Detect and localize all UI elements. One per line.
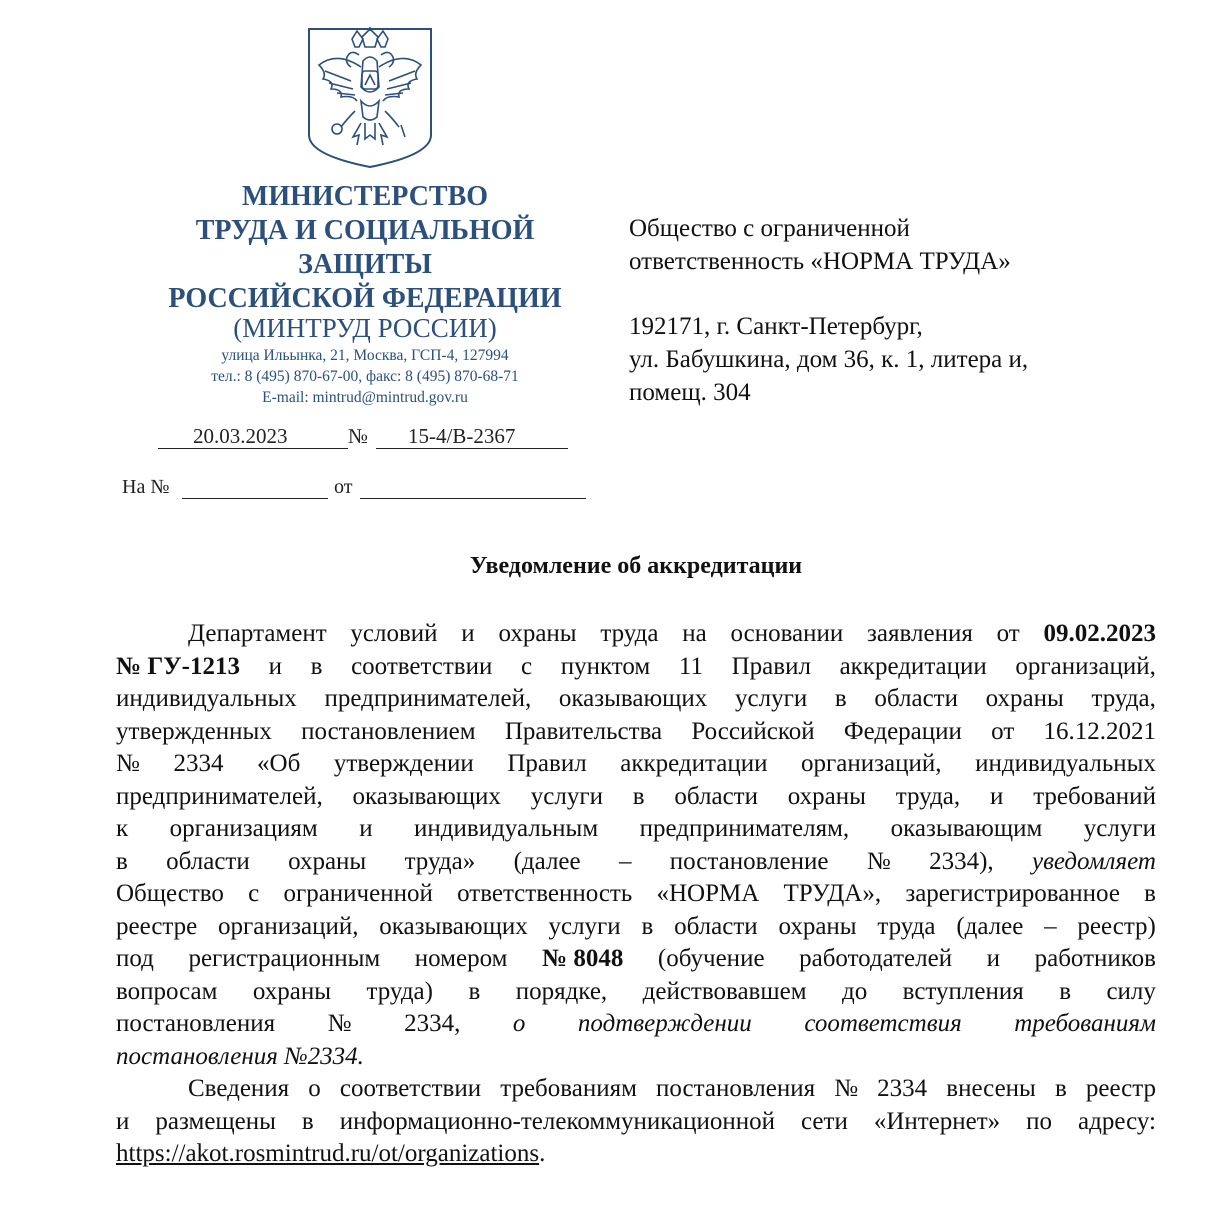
body-word: утвержденных [116, 717, 272, 745]
ministry-name-line: РОССИЙСКОЙ ФЕДЕРАЦИИ [168, 283, 562, 314]
body-word: оказывающих [558, 685, 708, 712]
body-word: размещены [155, 1107, 276, 1135]
body-word: и [116, 1107, 130, 1135]
body-word: Правил [507, 750, 587, 777]
body-word: вопросам [116, 977, 218, 1005]
body-word: – [1044, 912, 1057, 940]
body-word: до [841, 977, 868, 1005]
body-word: оказывающим [890, 815, 1043, 842]
body-line [116, 976, 1156, 1009]
body-word: пунктом [560, 652, 651, 680]
body-word: к [116, 815, 129, 842]
body-word: труда [877, 912, 936, 940]
body-word: предпринимателей, [116, 782, 323, 810]
body-word: утверждении [333, 750, 474, 777]
body-word: в [310, 652, 323, 680]
body-word: ограниченной [283, 880, 433, 907]
body-word: о [512, 1010, 526, 1037]
body-word: действовавшем [642, 977, 807, 1005]
body-word: Федерации [843, 717, 962, 745]
body-word: и [268, 652, 282, 680]
body-line [116, 1041, 1156, 1074]
body-word: порядке, [515, 977, 608, 1005]
body-word: охраны [252, 977, 332, 1005]
addressee-block [629, 212, 1028, 409]
body-word: реестр) [1077, 912, 1156, 940]
addressee-org: ответственность «НОРМА ТРУДА» [629, 248, 1011, 275]
body-line [116, 716, 1156, 749]
body-line [116, 618, 1156, 651]
body-word: области [874, 685, 958, 712]
body-word: (обучение [657, 945, 765, 972]
body-word: с [520, 652, 533, 680]
body-word: и [359, 815, 373, 842]
body-word: № [834, 1075, 859, 1102]
body-word: охраны [985, 685, 1064, 712]
body-word: охраны [498, 620, 577, 647]
body-word: постановлением [301, 717, 476, 745]
body-line [116, 1138, 1156, 1171]
body-word: организаций, [218, 912, 359, 940]
body-word: в [1054, 1075, 1067, 1102]
registration-number-label: № [348, 424, 369, 448]
body-line [116, 1106, 1156, 1139]
ministry-contacts [140, 345, 590, 408]
registration-date: 20.03.2023 [193, 424, 288, 448]
body-word: 16.12.2021 [1043, 717, 1156, 745]
body-word: «Об [257, 750, 301, 777]
body-line [116, 943, 1156, 976]
body-word: Департамент [188, 620, 327, 647]
ministry-address: улица Ильынка, 21, Москва, ГСП-4, 127994 [221, 347, 509, 364]
body-word: постановления [116, 1010, 276, 1037]
application-number: № ГУ-1213 [116, 652, 240, 680]
body-word: постановление [669, 847, 829, 875]
body-word: 2334), [929, 847, 994, 875]
body-word: труда, [895, 782, 961, 810]
body-word: предпринимателей, [324, 685, 532, 712]
body-word: постановления [656, 1075, 816, 1102]
body-word: от [991, 717, 1015, 745]
body-word: охраны [778, 912, 857, 940]
body-word: услуги [530, 782, 603, 810]
body-word: в [641, 912, 654, 940]
body-word: оказывающих [352, 782, 501, 810]
registry-number: № 8048 [542, 945, 624, 972]
body-word: с [248, 880, 260, 907]
body-word: труда) [366, 977, 433, 1005]
coat-of-arms-emblem [307, 27, 433, 169]
addressee-address: помещ. 304 [629, 379, 751, 406]
body-word: номером [414, 945, 508, 972]
registry-link[interactable]: https://akot.rosmintrud.ru/ot/organizations [116, 1140, 540, 1167]
body-word: регистрационным [188, 945, 381, 972]
body-word: услуги [735, 685, 808, 712]
body-word: в [116, 847, 128, 875]
body-word: от [996, 620, 1020, 647]
body-word: предпринимателям, [639, 815, 850, 842]
body-word: соответствии [339, 1075, 482, 1102]
body-word: соответствия [804, 1010, 962, 1037]
body-line [116, 683, 1156, 716]
body-line [116, 878, 1156, 911]
body-word: в [301, 1107, 314, 1135]
body-word: реестр [1085, 1075, 1156, 1102]
reply-reference [122, 476, 592, 502]
body-line [116, 1073, 1156, 1106]
body-word: требованиям [1014, 1010, 1156, 1037]
body-word: и [986, 945, 1001, 972]
body-word: работников [1034, 945, 1156, 972]
body-word: ТРУДА», [783, 880, 882, 907]
body-word: внесены [946, 1075, 1036, 1102]
ministry-name [140, 180, 590, 316]
ministry-phones: тел.: 8 (495) 870-67-00, факс: 8 (495) 870-68-71 [211, 368, 519, 385]
body-word: заявления [867, 620, 973, 647]
registration-number: 15-4/В-2367 [408, 424, 516, 448]
body-word: в [1059, 977, 1071, 1005]
body-word: по [1026, 1107, 1053, 1135]
body-word: труда» [404, 847, 476, 875]
body-line [116, 813, 1156, 846]
body-word: области [674, 782, 758, 810]
body-word: вступления [902, 977, 1024, 1005]
addressee-org: Общество с ограниченной [629, 215, 910, 242]
letter-body [116, 618, 1156, 1171]
body-word: сети [801, 1107, 848, 1135]
body-word: о [308, 1075, 321, 1102]
reply-from-label: от [334, 476, 353, 498]
body-word: охраны [787, 782, 866, 810]
body-word: № [116, 750, 140, 777]
body-word: в [834, 685, 847, 712]
body-word: № [866, 847, 891, 875]
body-word: реестре [116, 912, 198, 940]
body-word: охраны [288, 847, 367, 875]
body-word: Правил [731, 652, 811, 680]
body-word: организациям [169, 815, 318, 842]
body-word: под [116, 945, 154, 972]
link-tail: . [539, 1140, 546, 1167]
addressee-address: 192171, г. Санкт-Петербург, [629, 313, 923, 340]
body-word: организаций, [801, 750, 942, 777]
body-word: 11 [678, 652, 703, 680]
body-word: требований [1033, 782, 1156, 810]
body-word: 2334 [877, 1075, 928, 1102]
body-word: индивидуальным [414, 815, 599, 842]
body-word: зарегистрированное [905, 880, 1120, 907]
body-word: в [632, 782, 645, 810]
body-word: на [682, 620, 707, 647]
body-word: в [1144, 880, 1156, 907]
body-word: услуги [548, 912, 621, 940]
ministry-name-line: МИНИСТЕРСТВО [241, 181, 489, 212]
registration-line [158, 424, 568, 450]
notifies-word: уведомляет [1031, 847, 1156, 875]
body-word: № [327, 1010, 352, 1037]
document-title: Уведомление об аккредитации [469, 553, 803, 579]
body-word: индивидуальных [975, 750, 1156, 777]
body-word: Российской [691, 717, 815, 745]
body-word: информационно-телекоммуникационной [339, 1107, 776, 1135]
body-word: основании [730, 620, 844, 647]
ministry-name-line: ЗАЩИТЫ [298, 249, 432, 280]
body-word: соответствии [351, 652, 493, 680]
application-date: 09.02.2023 [1043, 620, 1156, 647]
body-word: 2334, [404, 1010, 461, 1037]
body-word: (далее [513, 847, 581, 875]
body-word: «НОРМА [656, 880, 760, 907]
body-word: оказывающих [379, 912, 528, 940]
addressee-address: ул. Бабушкина, дом 36, к. 1, литера и, [629, 346, 1029, 373]
body-word: аккредитации [839, 652, 987, 680]
body-word: в [468, 977, 481, 1005]
body-word: требованиям [500, 1075, 637, 1102]
body-word: и [461, 620, 475, 647]
body-word: 2334 [173, 750, 224, 777]
body-line [116, 781, 1156, 814]
body-word: «Интернет» [873, 1107, 1001, 1135]
body-line [116, 651, 1156, 684]
body-word: области [674, 912, 758, 940]
body-word: области [166, 847, 250, 875]
body-word: Сведения [188, 1075, 290, 1102]
body-word: индивидуальных [116, 685, 297, 712]
body-word: силу [1106, 977, 1156, 1005]
body-word: – [618, 847, 632, 875]
body-word: и [989, 782, 1004, 810]
ministry-email: E-mail: mintrud@mintrud.gov.ru [262, 389, 468, 406]
body-line [116, 911, 1156, 944]
ministry-name-line: ТРУДА И СОЦИАЛЬНОЙ [195, 215, 535, 246]
body-line [116, 846, 1156, 879]
body-word: труда [600, 620, 659, 647]
confirmation-text: постановления №2334. [116, 1042, 364, 1070]
body-word: адресу: [1078, 1107, 1156, 1135]
body-word: услуги [1083, 815, 1156, 842]
body-word: организаций, [1015, 652, 1156, 680]
body-word: Правительства [504, 717, 663, 745]
body-word: подтверждении [577, 1010, 752, 1037]
body-line [116, 1008, 1156, 1041]
body-word: аккредитации [620, 750, 768, 777]
reply-number-label: На № [122, 476, 170, 498]
body-word: (далее [956, 912, 1024, 940]
body-word: труда, [1091, 685, 1156, 712]
ministry-short-name: (МИНТРУД РОССИИ) [233, 313, 497, 343]
body-word: ответственность [457, 880, 633, 907]
body-word: работодателей [799, 945, 953, 972]
body-line [116, 748, 1156, 781]
body-word: условий [350, 620, 438, 647]
body-word: Общество [116, 880, 224, 907]
